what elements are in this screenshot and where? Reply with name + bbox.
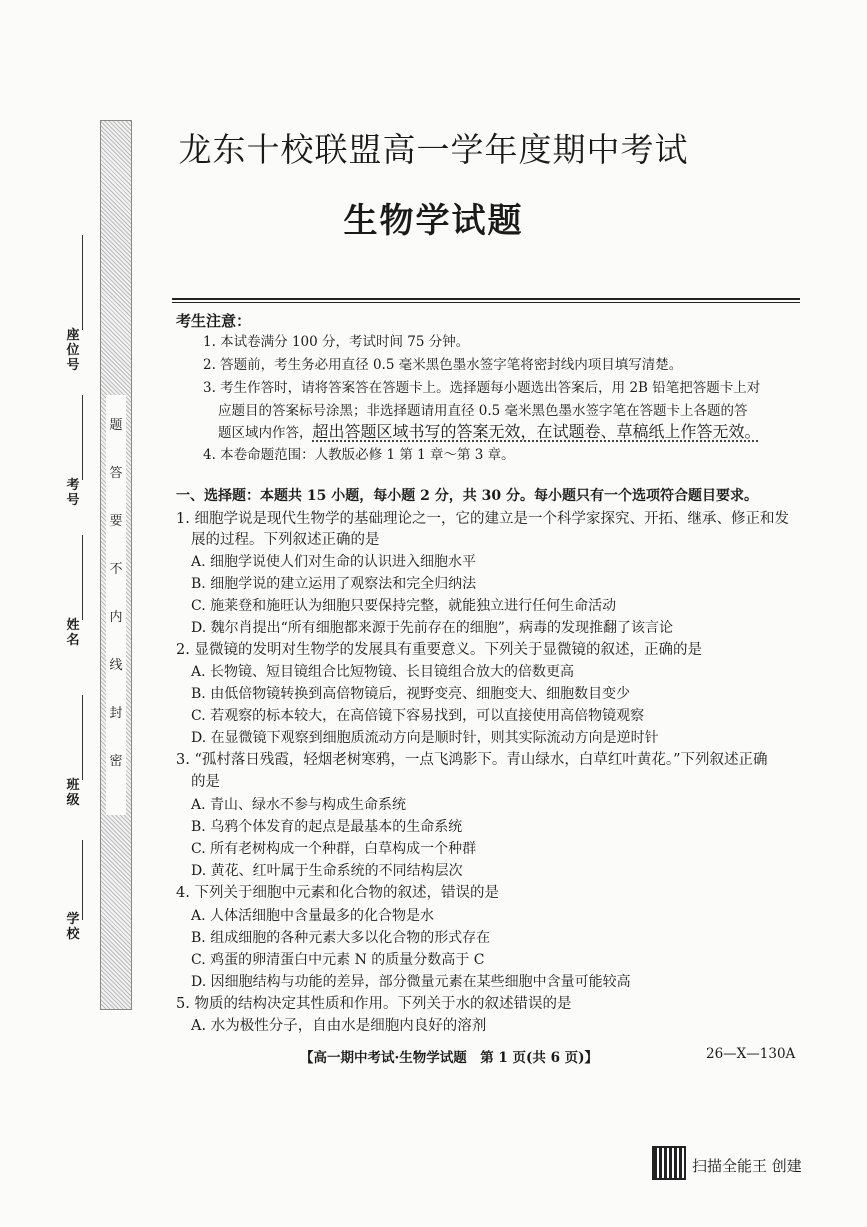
divider [172, 298, 800, 300]
seal-char: 线 [109, 658, 123, 673]
notice-item: 3. 考生作答时，请将答案答在答题卡上。选择题每小题选出答案后，用 2B 铅笔把答题卡上对 [203, 380, 761, 396]
question-3-stem-cont: 的是 [191, 774, 220, 790]
q2-option-b[interactable]: B. 由低倍物镜转换到高倍物镜后，视野变亮、细胞变大、细胞数目变少 [191, 686, 631, 702]
divider [172, 302, 800, 303]
q1-option-a[interactable]: A. 细胞学说使人们对生命的认识进入细胞水平 [191, 554, 477, 570]
q5-option-a[interactable]: A. 水为极性分子，自由水是细胞内良好的溶剂 [191, 1018, 487, 1034]
q4-option-b[interactable]: B. 组成细胞的各种元素大多以化合物的形式存在 [191, 930, 491, 946]
question-3-stem: 3. “孤村落日残霞，轻烟老树寒鸦，一点飞鸿影下。青山绿水，白草红叶黄花。”下列叙述正确 [176, 752, 768, 768]
notice-emphasis: 超出答题区域书写的答案无效，在试题卷、草稿纸上作答无效。 [312, 422, 761, 441]
q4-option-d[interactable]: D. 因细胞结构与功能的差异，部分微量元素在某些细胞中含量可能较高 [191, 974, 631, 990]
question-5-stem: 5. 物质的结构决定其性质和作用。下列关于水的叙述错误的是 [176, 996, 572, 1012]
notice-item: 4. 本卷命题范围：人教版必修 1 第 1 章～第 3 章。 [203, 447, 515, 463]
seal-zone [106, 395, 126, 815]
seal-char: 题 [109, 418, 123, 433]
school-line[interactable] [82, 840, 83, 920]
question-4-stem: 4. 下列关于细胞中元素和化合物的叙述，错误的是 [176, 885, 499, 901]
question-1-stem-cont: 展的过程。下列叙述正确的是 [191, 532, 380, 548]
name-label: 姓名 [66, 618, 80, 648]
seal-char: 不 [109, 562, 123, 577]
seat-line[interactable] [82, 235, 83, 330]
q3-option-a[interactable]: A. 青山、绿水不参与构成生命系统 [191, 797, 407, 813]
seat-label: 座位号 [66, 328, 80, 373]
class-line[interactable] [82, 695, 83, 780]
seal-char: 答 [109, 466, 123, 481]
class-label: 班级 [66, 778, 80, 808]
q1-option-d[interactable]: D. 魏尔肖提出“所有细胞都来源于先前存在的细胞”，病毒的发现推翻了该言论 [191, 620, 673, 636]
notice-heading: 考生注意： [176, 312, 252, 330]
exam-title: 龙东十校联盟高一学年度期中考试 [178, 130, 689, 169]
seal-char: 内 [109, 610, 123, 625]
notice-item: 2. 答题前，考生务必用直径 0.5 毫米黑色墨水签字笔将密封线内项目填写清楚。 [203, 357, 683, 373]
scanner-watermark: 扫描全能王 创建 [692, 1157, 802, 1175]
q2-option-a[interactable]: A. 长物镜、短目镜组合比短物镜、长目镜组合放大的倍数更高 [191, 664, 575, 680]
name-line[interactable] [82, 535, 83, 620]
q1-option-c[interactable]: C. 施莱登和施旺认为细胞只要保持完整，就能独立进行任何生命活动 [191, 598, 617, 614]
question-2-stem: 2. 显微镜的发明对生物学的发展具有重要意义。下列关于显微镜的叙述，正确的是 [176, 642, 702, 658]
q3-option-c[interactable]: C. 所有老树构成一个种群，白草构成一个种群 [191, 841, 477, 857]
q4-option-a[interactable]: A. 人体活细胞中含量最多的化合物是水 [191, 908, 435, 924]
seal-char: 密 [109, 754, 123, 769]
notice-item: 应题目的答案标号涂黑；非选择题请用直径 0.5 毫米黑色墨水签字笔在答题卡上各题的答 [218, 403, 748, 419]
notice-item [218, 422, 761, 443]
notice-item: 1. 本试卷满分 100 分，考试时间 75 分钟。 [203, 334, 470, 350]
paper-code: 26—X—130A [706, 1046, 796, 1062]
exam-no-label: 考号 [66, 478, 80, 508]
section-heading: 一、选择题：本题共 15 小题，每小题 2 分，共 30 分。每小题只有一个选项符合题目要求。 [176, 488, 758, 504]
q3-option-d[interactable]: D. 黄花、红叶属于生命系统的不同结构层次 [191, 863, 463, 879]
q2-option-c[interactable]: C. 若观察的标本较大，在高倍镜下容易找到，可以直接使用高倍物镜观察 [191, 708, 645, 724]
subject-title: 生物学试题 [343, 201, 524, 241]
page-footer: 【高一期中考试·生物学试题 第 1 页(共 6 页)】 [300, 1050, 599, 1066]
exam-no-line[interactable] [82, 395, 83, 480]
school-label: 学校 [66, 912, 80, 942]
q2-option-d[interactable]: D. 在显微镜下观察到细胞质流动方向是顺时针，则其实际流动方向是逆时针 [191, 730, 659, 746]
question-1-stem: 1. 细胞学说是现代生物学的基础理论之一，它的建立是一个科学家探究、开拓、继承、修正和发 [176, 511, 789, 527]
notice-item-text: 题区域内作答， [218, 425, 313, 441]
seal-char: 封 [109, 706, 123, 721]
q3-option-b[interactable]: B. 乌鸦个体发育的起点是最基本的生命系统 [191, 819, 463, 835]
seal-char: 要 [109, 514, 123, 529]
qr-code-icon [652, 1146, 686, 1180]
q4-option-c[interactable]: C. 鸡蛋的卵清蛋白中元素 N 的质量分数高于 C [191, 952, 485, 968]
q1-option-b[interactable]: B. 细胞学说的建立运用了观察法和完全归纳法 [191, 576, 477, 592]
